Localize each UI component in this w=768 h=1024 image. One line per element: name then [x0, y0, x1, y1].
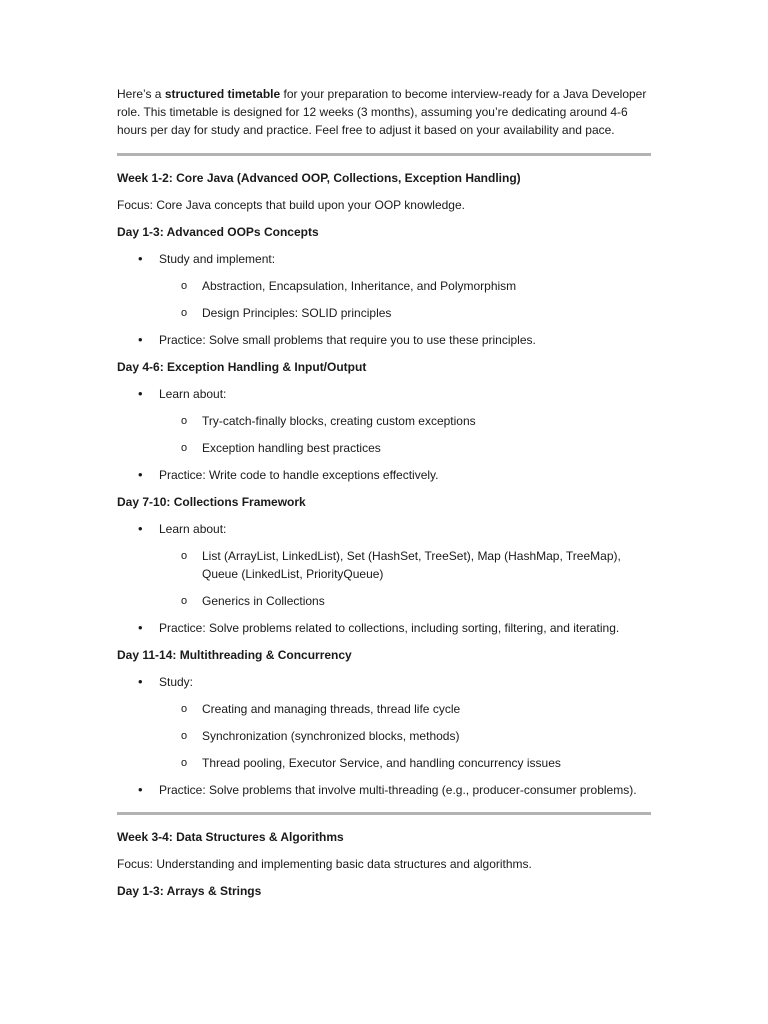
- week-heading: Week 1-2: Core Java (Advanced OOP, Collections, Exception Handling): [117, 171, 521, 185]
- circle-bullet-icon: o: [181, 280, 188, 292]
- day-heading: Day 1-3: Arrays & Strings: [117, 884, 262, 898]
- day-heading: Day 11-14: Multithreading & Concurrency: [117, 648, 352, 662]
- list-item-text: Learn about:: [159, 522, 227, 536]
- horizontal-rule: [117, 812, 651, 815]
- horizontal-rule: [117, 153, 651, 156]
- sub-list-item-text: Creating and managing threads, thread life cycle: [202, 702, 461, 716]
- intro-paragraph: [117, 85, 651, 139]
- circle-bullet-icon: o: [181, 703, 188, 715]
- list-item: [117, 781, 651, 799]
- intro-text-start: Here’s a: [117, 87, 165, 101]
- list-item-text: Practice: Solve small problems that require you to use these principles.: [159, 333, 536, 347]
- list-item: [117, 250, 651, 268]
- circle-bullet-icon: o: [181, 550, 188, 562]
- day-heading: Day 4-6: Exception Handling & Input/Output: [117, 360, 367, 374]
- bullet-icon: •: [138, 782, 143, 797]
- focus-text: Focus: Core Java concepts that build upon your OOP knowledge.: [117, 198, 465, 212]
- list-item: [117, 466, 651, 484]
- sub-list-item: [117, 304, 651, 322]
- sub-list-item-text: Design Principles: SOLID principles: [202, 306, 392, 320]
- circle-bullet-icon: o: [181, 415, 188, 427]
- sub-list-item: [117, 439, 651, 457]
- sub-list-item: [117, 700, 651, 718]
- bullet-icon: •: [138, 620, 143, 635]
- focus-text: Focus: Understanding and implementing basic data structures and algorithms.: [117, 857, 532, 871]
- circle-bullet-icon: o: [181, 595, 188, 607]
- day-heading: Day 1-3: Advanced OOPs Concepts: [117, 225, 319, 239]
- circle-bullet-icon: o: [181, 730, 188, 742]
- sub-list-item-text: Abstraction, Encapsulation, Inheritance, and Polymorphism: [202, 279, 517, 293]
- intro-text-rest: for your preparation to become interview-ready for a Java Developer role. This timetable is designed for 12 weeks (3 months), assuming you’re dedicating around 4-6 hours per day for study and practice. Feel free to adjust it based on your availability and pace.: [117, 87, 647, 137]
- bullet-icon: •: [138, 332, 143, 347]
- sub-list-item-text: Exception handling best practices: [202, 441, 381, 455]
- bullet-icon: •: [138, 386, 143, 401]
- sub-list-item: [117, 592, 651, 610]
- bullet-icon: •: [138, 251, 143, 266]
- circle-bullet-icon: o: [181, 307, 188, 319]
- circle-bullet-icon: o: [181, 757, 188, 769]
- sub-list-item-text: Try-catch-finally blocks, creating custom exceptions: [202, 414, 476, 428]
- list-item: [117, 385, 651, 403]
- list-item-text: Learn about:: [159, 387, 227, 401]
- week-heading: Week 3-4: Data Structures & Algorithms: [117, 830, 344, 844]
- sub-list-item: [117, 547, 651, 583]
- intro-bold-phrase: structured timetable: [164, 87, 281, 101]
- list-item: [117, 331, 651, 349]
- sub-list-item: [117, 727, 651, 745]
- sub-list-item-text: Synchronization (synchronized blocks, methods): [202, 729, 460, 743]
- list-item: [117, 619, 651, 637]
- bullet-icon: •: [138, 467, 143, 482]
- circle-bullet-icon: o: [181, 442, 188, 454]
- sub-list-item: [117, 412, 651, 430]
- bullet-icon: •: [138, 521, 143, 536]
- sub-list-item-text: List (ArrayList, LinkedList), Set (HashSet, TreeSet), Map (HashMap, TreeMap), Queue (LinkedList, PriorityQueue): [202, 549, 621, 581]
- day-heading: Day 7-10: Collections Framework: [117, 495, 306, 509]
- list-item-text: Practice: Write code to handle exceptions effectively.: [159, 468, 439, 482]
- document-content: [117, 85, 651, 909]
- list-item-text: Study:: [159, 675, 194, 689]
- sub-list-item-text: Generics in Collections: [202, 594, 325, 608]
- list-item: [117, 520, 651, 538]
- list-item: [117, 673, 651, 691]
- list-item-text: Practice: Solve problems that involve multi-threading (e.g., producer-consumer problems).: [159, 783, 637, 797]
- sub-list-item: [117, 754, 651, 772]
- sub-list-item: [117, 277, 651, 295]
- list-item-text: Study and implement:: [159, 252, 276, 266]
- sub-list-item-text: Thread pooling, Executor Service, and handling concurrency issues: [202, 756, 561, 770]
- bullet-icon: •: [138, 674, 143, 689]
- list-item-text: Practice: Solve problems related to collections, including sorting, filtering, and iterating.: [159, 621, 620, 635]
